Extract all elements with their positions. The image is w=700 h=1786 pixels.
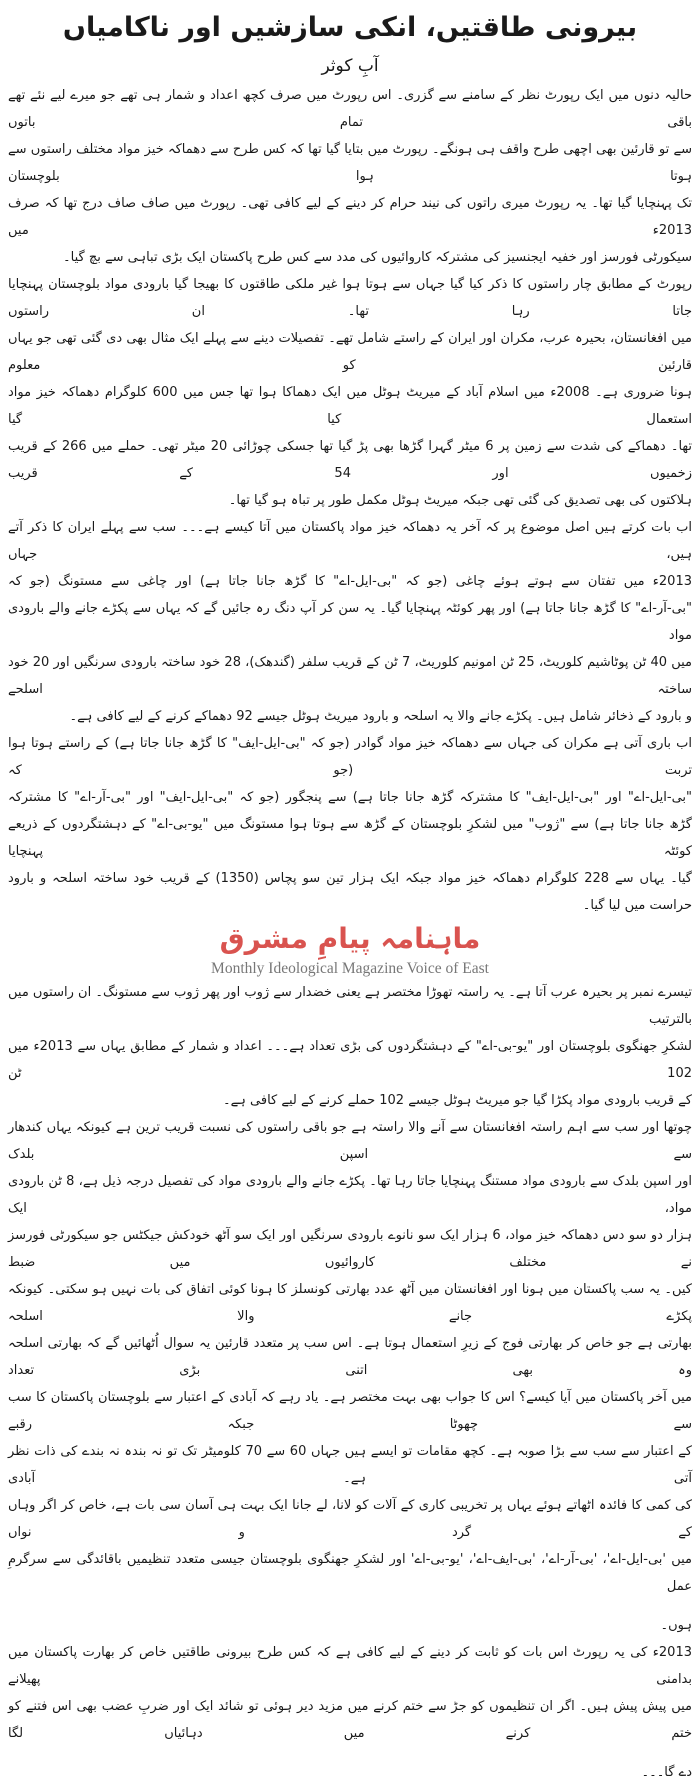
paragraph: [8, 1639, 692, 1786]
text-line: کی کمی کا فائدہ اٹھاتے ہوئے یہاں پر تخریبی کاری کے آلات کو لانا، لے جانا ایک بہت ہی آسان سی بات ہے، خاص کر اگر وہاں کے گرد و نواں: [8, 1498, 692, 1540]
article: [8, 0, 692, 1786]
text-line: گیا۔ یہاں سے 228 کلوگرام دھماکہ خیز مواد جبکہ ایک ہزار تین سو پچاس (1350) کے قریب خود ساختہ اسلحہ و بارود حراست میں لیا گیا۔: [8, 871, 692, 913]
article-author: آبِ کوثر: [321, 56, 379, 76]
watermark-english: Monthly Ideological Magazine Voice of East: [211, 960, 489, 977]
text-line: ہلاکتوں کی بھی تصدیق کی گئی تھی جبکہ میریٹ ہوٹل مکمل طور پر تباہ ہو گیا تھا۔: [228, 493, 692, 508]
article-title: بیرونی طاقتیں، انکی سازشیں اور ناکامیاں: [62, 12, 638, 43]
text-line: لشکرِ جھنگوی بلوچستان اور "یو-بی-اے" کے دہشتگردوں کی بڑی تعداد ہے۔۔۔ اعداد و شمار کے مطابق یہاں سے 2013ء میں 102 ٹن: [8, 1039, 692, 1081]
watermark: [8, 919, 692, 979]
text-line: ہونا ضروری ہے۔ 2008ء میں اسلام آباد کے میریٹ ہوٹل میں ایک دھماکا ہوا تھا جس میں 600 کلوگرام دھماکہ خیز مواد استعمال کیا گیا: [8, 385, 693, 427]
text-line: 2013ء میں تفتان سے ہوتے ہوئے چاغی (جو کہ "بی-ایل-اے" کا گڑھ جانا جاتا ہے) اور چاغی سے مستونگ (جو کہ: [8, 574, 692, 589]
text-line: کے قریب بارودی مواد پکڑا گیا جو میریٹ ہوٹل جیسے 102 حملے کرنے کے لیے کافی ہے۔: [223, 1093, 692, 1108]
text-line: حالیہ دنوں میں ایک رپورٹ نظر کے سامنے سے گزری۔ اس رپورٹ میں صرف کچھ اعداد و شمار ہی تھے جو میرے لیے نئے تھے باقی تمام باتوں: [8, 88, 692, 130]
paragraph: [8, 514, 692, 730]
text-line: سیکورٹی فورسز اور خفیہ ایجنسیز کی مشترکہ کاروائیوں کی مدد سے کس طرح پاکستان ایک بڑی تباہی سے بچ گیا۔: [63, 250, 692, 265]
text-line: ہوں۔: [660, 1618, 692, 1633]
paragraph: [8, 730, 692, 919]
text-line: میں 'بی-ایل-اے'، 'بی-آر-اے'، 'بی-ایف-اے'، 'یو-بی-اے' اور لشکرِ جھنگوی بلوچستان جیسی متعدد تنظیمیں باقائدگی سے سرگرمِ عمل: [8, 1552, 692, 1594]
text-line: تھا۔ دھماکے کی شدت سے زمین پر 6 میٹر گہرا گڑھا بھی پڑ گیا تھا جسکی چوڑائی 20 میٹر تھی۔ حملے میں 266 کے قریب زخمیوں اور 54 کے قریب: [8, 439, 693, 481]
paragraph: [8, 82, 692, 271]
text-line: کے اعتبار سے سب سے بڑا صوبہ ہے۔ کچھ مقامات تو ایسے ہیں جہاں 60 سے 70 کلومیٹر تک تو نہ بندہ نہ بندے کی ذات نظر آتی ہے۔ آبادی: [8, 1444, 692, 1486]
text-line: "بی-ایل-اے" اور "بی-ایل-ایف" کا مشترکہ گڑھ جانا جاتا ہے) سے پنجگور (جو کہ "بی-ایل-ایف" اور "بی-آر-اے" کا مشترکہ: [8, 790, 692, 805]
text-line: میں 40 ٹن پوٹاشیم کلوریٹ، 25 ٹن امونیم کلوریٹ، 7 ٹن کے قریب سلفر (گندھک)، 28 خود ساختہ بارودی سرنگیں اور 20 خود ساختہ اسلحے: [8, 655, 692, 697]
text-line: سے تو قارئین بھی اچھی طرح واقف ہی ہونگے۔ رپورٹ میں بتایا گیا تھا کہ کس طرح سے دھماکہ خیز مواد مختلف راستوں سے ہوتا ہوا بلوچستان: [8, 142, 692, 184]
text-line: میں پیش پیش ہیں۔ اگر ان تنظیموں کو جڑ سے ختم کرنے میں مزید دیر ہوئی تو شائد ایک اور ضربِ عضب بھی اس فتنے کو ختم کرنے میں دہائیاں لگا: [8, 1699, 692, 1741]
paragraph: [8, 1114, 692, 1639]
text-line: تیسرے نمبر پر بحیرہ عرب آتا ہے۔ یہ راستہ تھوڑا مختصر ہے یعنی خضدار سے ژوب اور پھر ژوب سے مستونگ۔ ان راستوں میں بالترتیب: [8, 985, 692, 1027]
text-line: 2013ء کی یہ رپورٹ اس بات کو ثابت کر دینے کے لیے کافی ہے کہ کس طرح بیرونی طاقتیں خاص کر بھارت پاکستان میں بدامنی پھیلانے: [8, 1645, 692, 1687]
text-line: گڑھ جانا جاتا ہے) سے "ژوب" میں لشکرِ بلوچستان کے گڑھ سے ہوتا ہوا مستونگ میں "یو-بی-اے" کے دہشتگردوں کے ذریعے کوئٹہ پہنچایا: [8, 817, 692, 859]
text-line: اور اسپن بلدک سے بارودی مواد مستنگ پہنچایا جاتا رہا تھا۔ پکڑے جانے والے بارودی مواد کی تفصیل درجہ ذیل ہے، 8 ٹن بارودی مواد، ایک: [8, 1174, 692, 1216]
text-line: دے گا۔۔۔: [641, 1765, 692, 1780]
watermark-logo-urdu: ماہنامہ پیامِ مشرق: [219, 922, 481, 955]
text-line: بھارتی ہے جو خاص کر بھارتی فوج کے زیرِ استعمال ہوتا ہے۔ اس سب پر متعدد قارئین یہ سوال اُٹھائیں گے کہ بھارتی اسلحہ وہ بھی اتنی بڑی تعداد: [8, 1336, 692, 1378]
text-line: رپورٹ کے مطابق چار راستوں کا ذکر کیا گیا جہاں سے ہوتا ہوا غیر ملکی طاقتوں کا بھیجا گیا بارودی مواد بلوچستان پہنچایا جاتا رہا تھا۔ ان راستوں: [8, 277, 692, 319]
text-line: تک پہنچایا گیا تھا۔ یہ رپورٹ میری راتوں کی نیند حرام کر دینے کے لیے کافی تھی۔ رپورٹ میں صاف صاف درج تھا کہ صرف 2013ء میں: [8, 196, 692, 238]
text-line: ہزار دو سو دس دھماکہ خیز مواد، 6 ہزار ایک سو نانوے بارودی سرنگیں اور ایک سو آٹھ خودکش جیکٹس جو سیکورٹی فورسز نے مختلف کاروائیوں میں ضبط: [8, 1228, 692, 1270]
paragraph: [8, 979, 692, 1114]
text-line: اب باری آتی ہے مکران کی جہاں سے دھماکہ خیز مواد گوادر (جو کہ "بی-ایل-ایف" کا گڑھ جانا جاتا ہے) کے راستے ہوتا ہوا تربت (جو کہ: [8, 736, 692, 778]
paragraph: [8, 271, 692, 514]
text-line: کیں۔ یہ سب پاکستان میں ہونا اور افغانستان میں آٹھ عدد بھارتی کونسلز کا ہونا کوئی اتفاق کی بات نہیں ہو سکتی۔ کیونکہ پکڑے جانے والا اسلحہ: [8, 1282, 692, 1324]
text-line: میں آخر پاکستان میں آیا کیسے؟ اس کا جواب بھی بہت مختصر ہے۔ یاد رہے کہ آبادی کے اعتبار سے بلوچستان پاکستان کا سب سے چھوٹا جبکہ رقبے: [8, 1390, 692, 1432]
article-body: [8, 82, 692, 1786]
text-line: میں افغانستان، بحیرہ عرب، مکران اور ایران کے راستے شامل تھے۔ تفصیلات دینے سے پہلے ایک مثال بھی دی گئی تھی جو یہاں قارئین کو معلوم: [8, 331, 692, 373]
text-line: اب بات کرتے ہیں اصل موضوع پر کہ آخر یہ دھماکہ خیز مواد پاکستان میں آتا کیسے ہے۔۔۔ سب سے پہلے ایران کا ذکر آتے ہیں، جہاں: [8, 520, 692, 562]
text-line: چوتھا اور سب سے اہم راستہ افغانستان سے آنے والا راستہ ہے جو باقی راستوں کی نسبت قریب ترین ہے کیونکہ یہاں کندھار سے اسپن بلدک: [8, 1120, 692, 1162]
text-line: "بی-آر-اے" کا گڑھ جانا جاتا ہے) اور پھر کوئٹہ پہنچایا گیا۔ یہ سن کر آپ دنگ رہ جائیں گے کہ یہاں سے پکڑے جانے والے بارودی مواد: [8, 601, 692, 643]
text-line: و بارود کے ذخائر شامل ہیں۔ پکڑے جانے والا یہ اسلحہ و بارود میریٹ ہوٹل جیسے 92 دھماکے کرنے کے لیے کافی ہے۔: [69, 709, 692, 724]
